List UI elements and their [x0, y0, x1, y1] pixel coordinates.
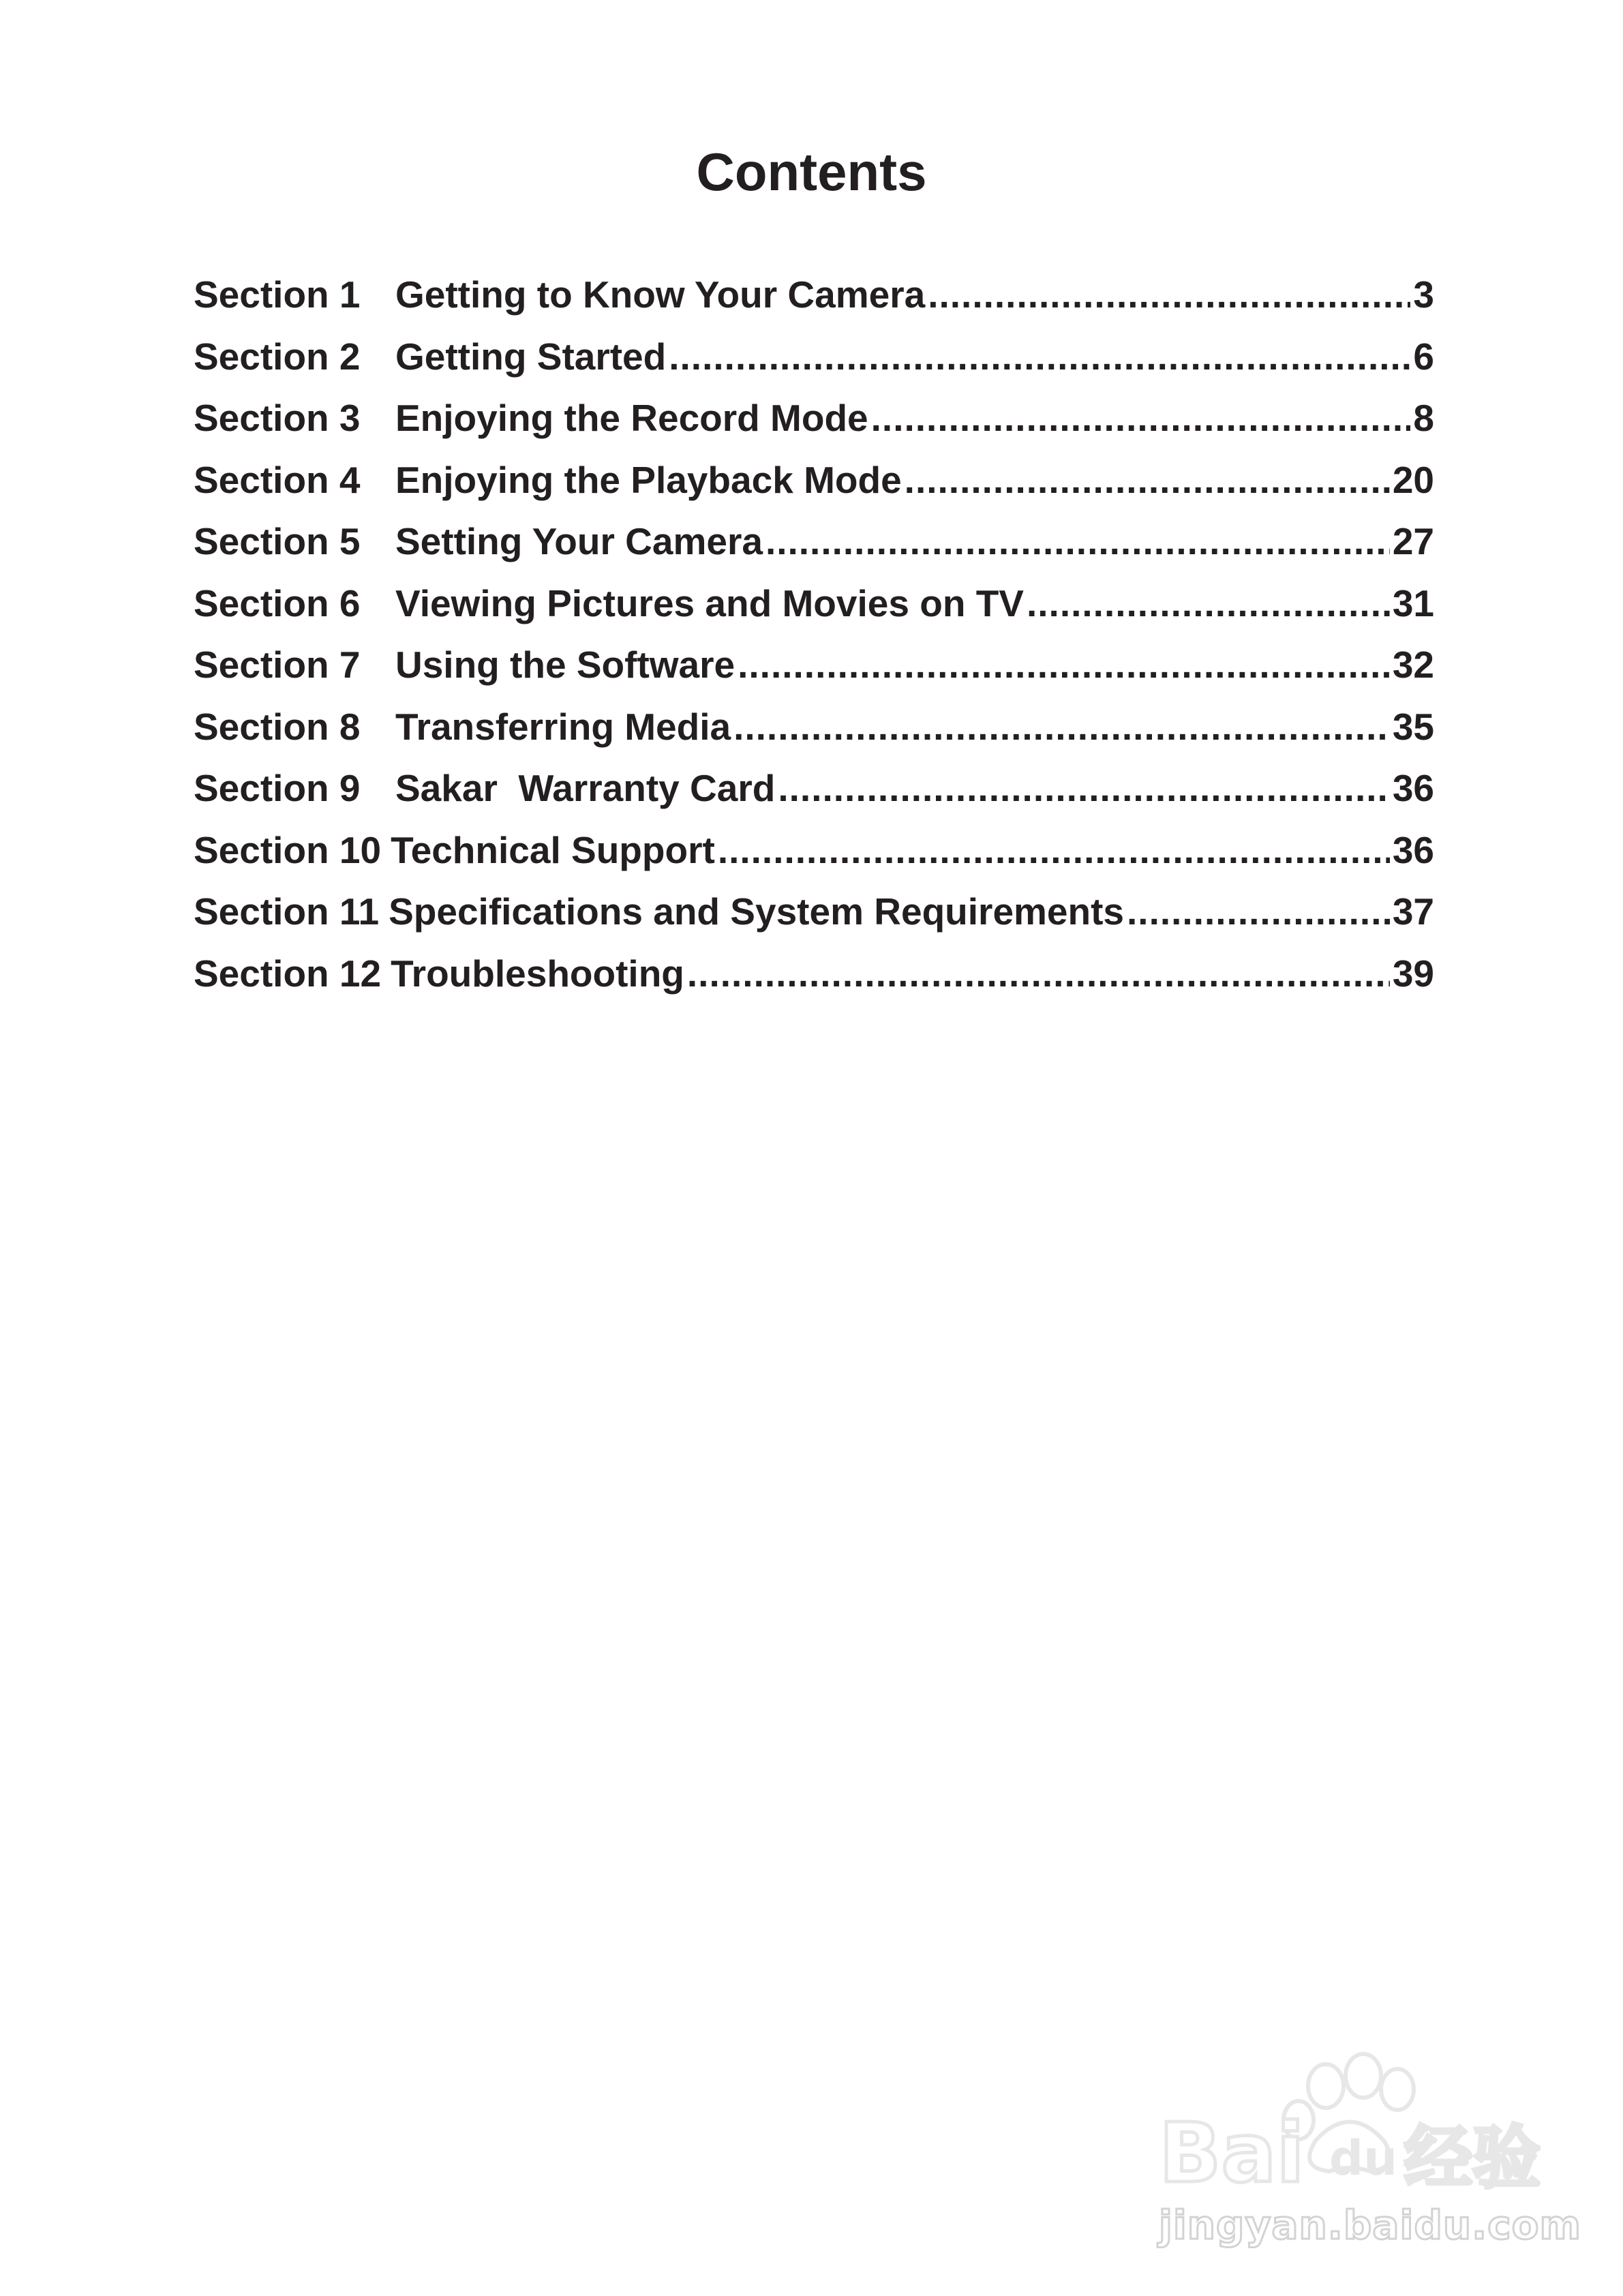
toc-entry [194, 646, 1434, 708]
toc-section-title: Getting Started [395, 335, 667, 378]
toc-section-number: Section 9 [194, 767, 361, 809]
toc-dot-leader [738, 646, 1390, 684]
toc-page-number: 20 [1392, 458, 1434, 501]
toc-entry [194, 458, 1434, 524]
toc-entry [194, 520, 1434, 585]
toc-entry [194, 705, 1434, 770]
toc-entry [194, 952, 1434, 1017]
page-title: Contents [696, 142, 927, 202]
toc-dot-leader [905, 462, 1390, 499]
toc-page-number: 39 [1392, 952, 1434, 995]
toc-section-number: Section 6 [194, 581, 361, 624]
toc-entry [194, 828, 1434, 894]
toc-section-title: Troubleshooting [391, 952, 684, 995]
toc-entry [194, 890, 1434, 955]
toc-section-title: Setting Your Camera [395, 520, 763, 562]
toc-section-title: Sakar Warranty Card [395, 767, 776, 809]
toc-entry [194, 273, 1434, 338]
toc-entry [194, 399, 1434, 462]
toc-section-title: Getting to Know Your Camera [395, 273, 926, 316]
toc-page-number: 36 [1392, 767, 1434, 809]
toc-section-title: Enjoying the Record Mode [395, 397, 868, 439]
toc-dot-leader [687, 955, 1390, 993]
toc-page-number: 31 [1392, 581, 1434, 624]
toc-section-number: Section 1 [194, 273, 361, 316]
toc-page-number: 6 [1413, 335, 1434, 378]
toc-section-number: Section 2 [194, 335, 361, 378]
toc-section-number: Section 7 [194, 644, 361, 686]
toc-section-number: Section 12 [194, 952, 382, 995]
toc-dot-leader [1027, 585, 1390, 622]
toc-section-number: Section 5 [194, 520, 361, 562]
toc-section-number: Section 4 [194, 458, 361, 501]
toc-page-number: 32 [1392, 644, 1434, 686]
toc-entry [194, 767, 1434, 832]
toc-page-number: 36 [1392, 828, 1434, 871]
toc-entry [194, 581, 1434, 647]
toc-dot-leader [778, 770, 1389, 807]
toc-entry [194, 335, 1434, 400]
toc-page-number: 35 [1392, 705, 1434, 748]
toc-page-number: 8 [1413, 397, 1434, 439]
toc-dot-leader [733, 708, 1390, 746]
toc-dot-leader [718, 832, 1390, 869]
toc-section-title: Specifications and System Requirements [389, 890, 1125, 933]
toc-dot-leader [669, 338, 1410, 376]
toc-section-number: Section 10 [194, 828, 382, 871]
toc-section-number: Section 11 [194, 890, 380, 933]
toc-dot-leader [928, 276, 1410, 314]
toc-section-title: Technical Support [391, 828, 715, 871]
toc-dot-leader [1127, 893, 1390, 931]
svg-text:du: du [1329, 2130, 1397, 2186]
toc-section-number: Section 3 [194, 397, 361, 439]
toc-page-number: 27 [1392, 520, 1434, 562]
toc-section-title: Using the Software [395, 644, 735, 686]
toc-page-number: 37 [1392, 890, 1434, 933]
watermark-url: jingyan.baidu.com [1159, 2202, 1581, 2248]
toc-section-title: Viewing Pictures and Movies on TV [395, 581, 1024, 624]
toc-section-title: Enjoying the Playback Mode [395, 458, 902, 501]
svg-text:经验: 经验 [1404, 2118, 1541, 2198]
svg-text:Bai: Bai [1159, 2106, 1305, 2201]
toc-dot-leader [765, 523, 1390, 560]
toc-dot-leader [871, 399, 1411, 437]
toc-section-title: Transferring Media [395, 705, 731, 748]
toc-section-number: Section 8 [194, 705, 361, 748]
toc-page-number: 3 [1413, 273, 1434, 316]
table-of-contents [194, 273, 1434, 1016]
